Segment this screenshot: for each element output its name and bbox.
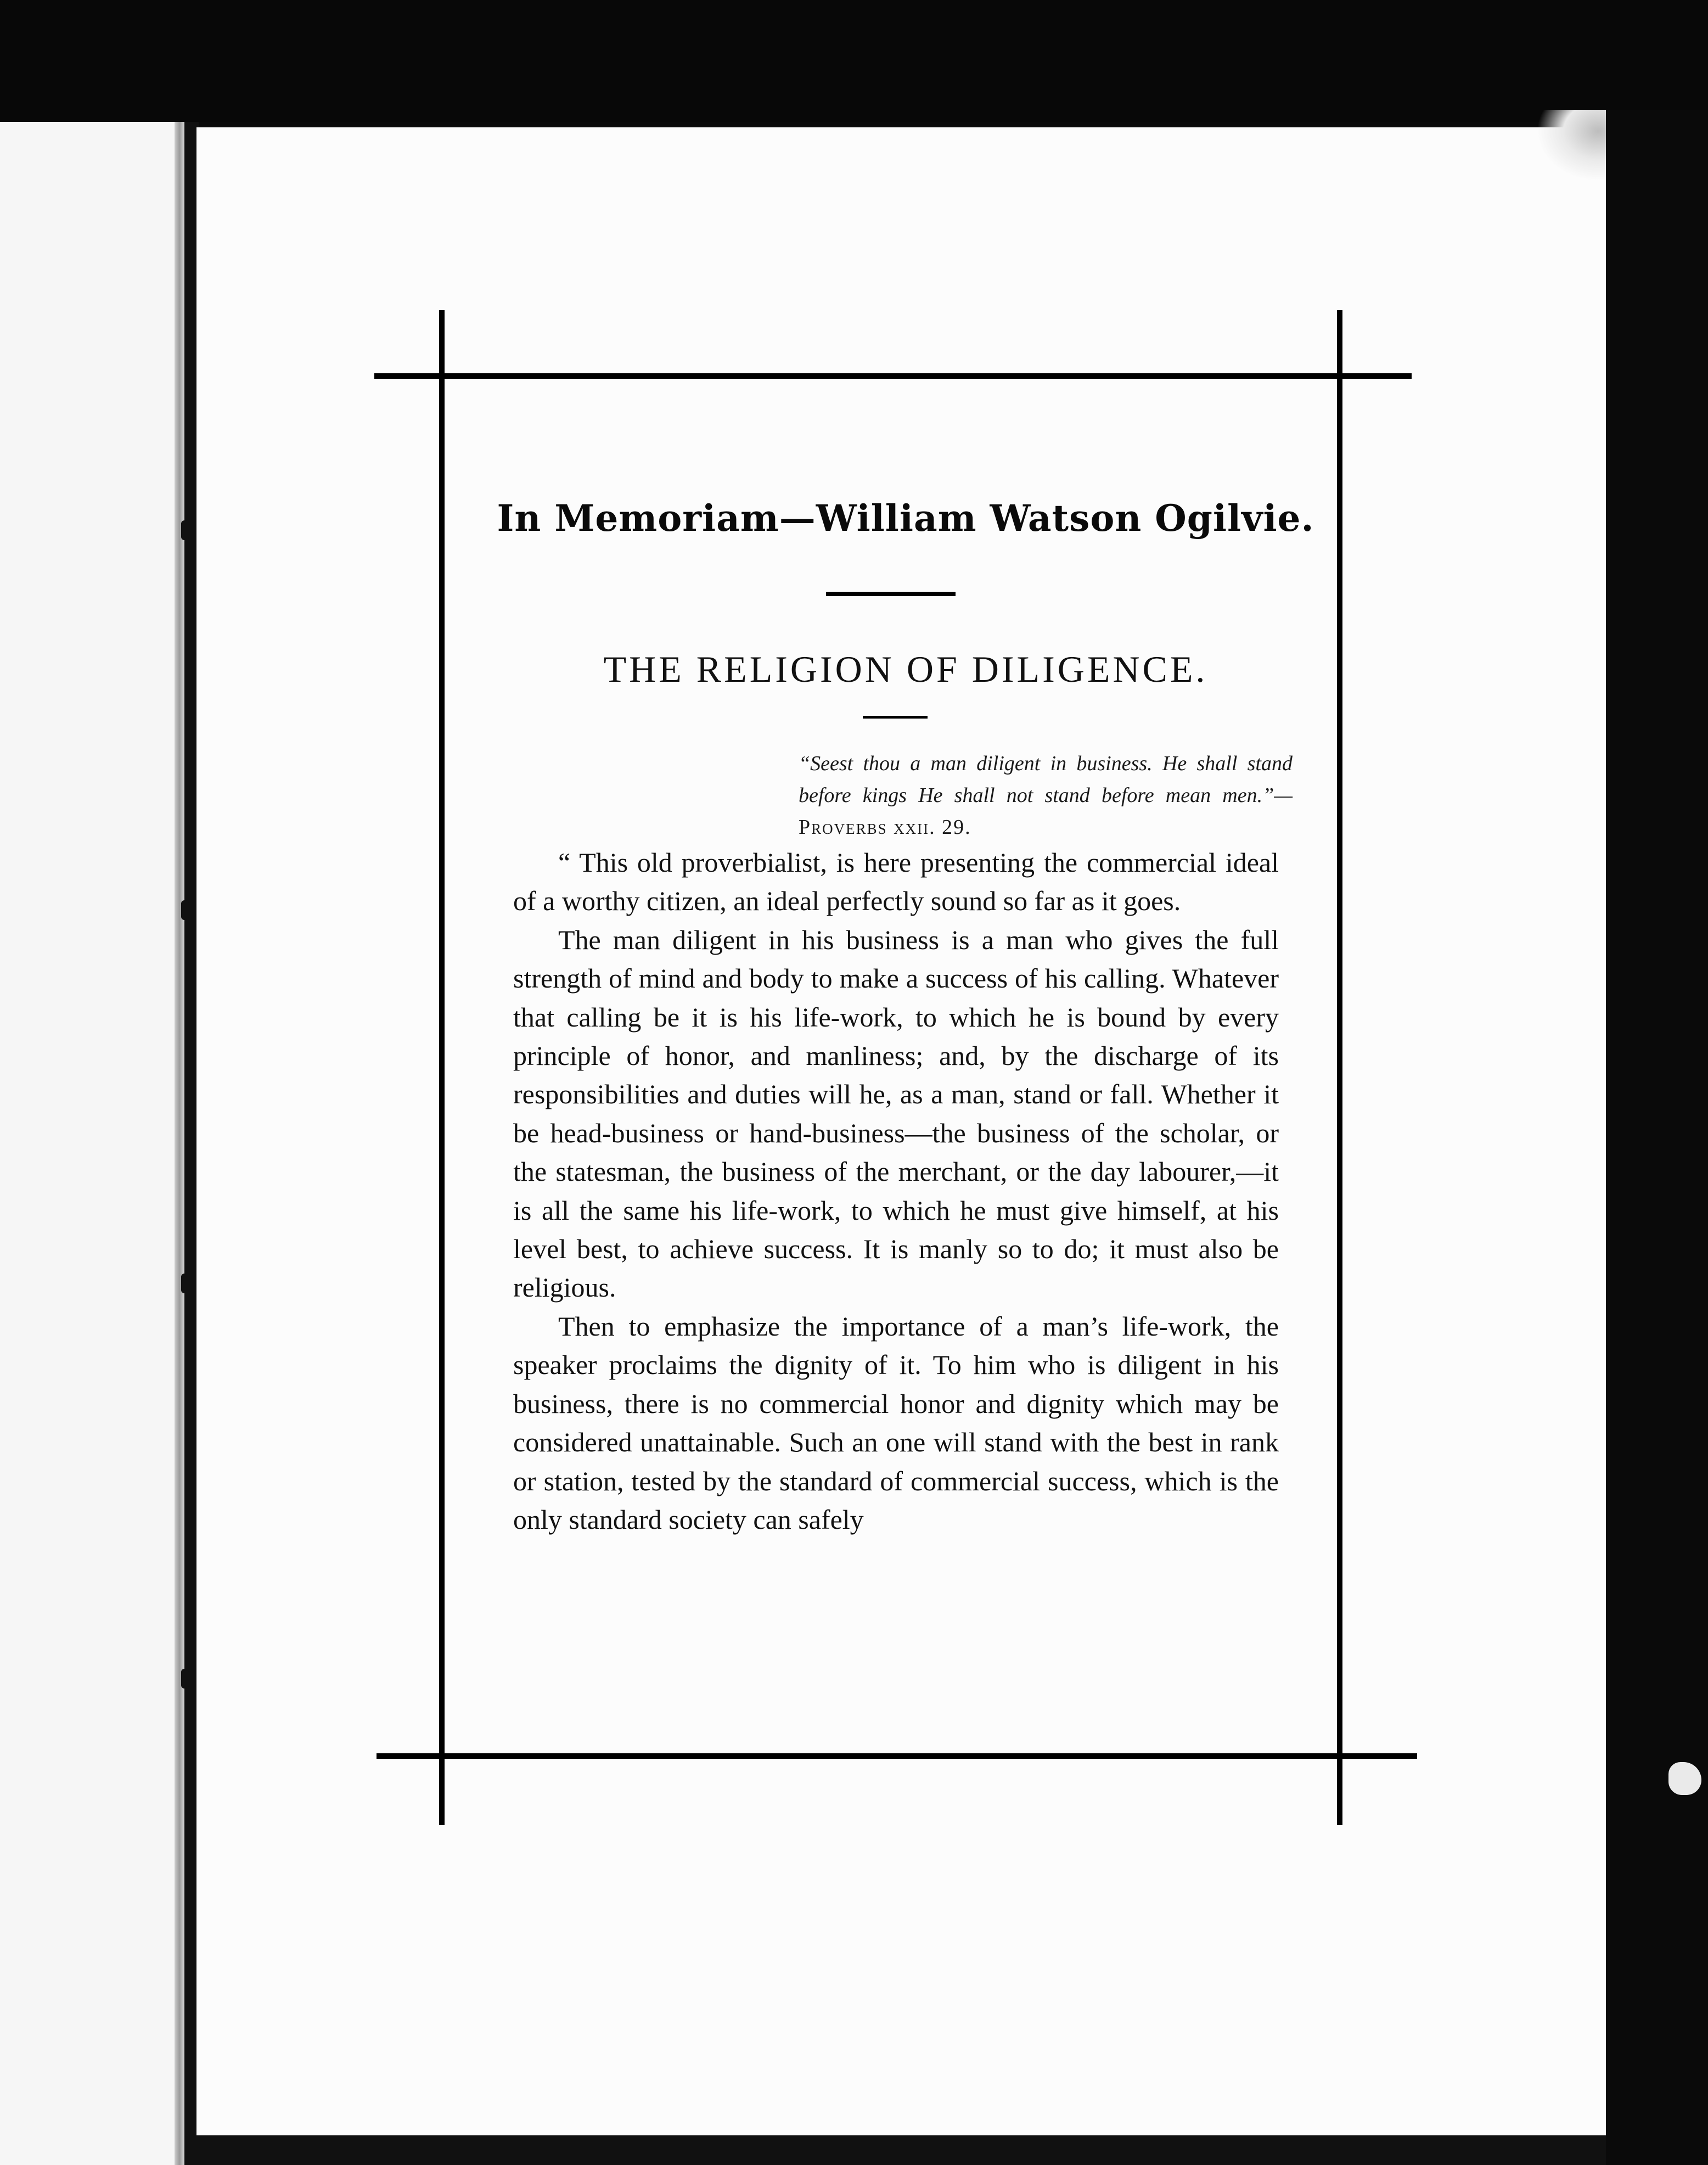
scan-right-border [1606,110,1708,2165]
epigraph-source: Proverbs xxii. 29. [799,816,971,839]
frame-top-rule [374,373,1412,379]
frame-bottom-rule [377,1753,1417,1759]
article-title: THE RELIGION OF DILIGENCE. [603,648,1208,690]
facing-page-edge [175,122,184,2165]
memoriam-heading: In Memoriam—William Watson Ogilvie. [497,497,1314,540]
epigraph-quote: “Seest thou a man diligent in business. He shall stand before kings He shall not stand before mean men.”— [799,752,1293,807]
paragraph: The man diligent in his business is a man who gives the full strength of mind and body to make a success of his calling. Whatever that calling be it is his life-work, to which he is bound by every principle of honor, and manliness; and, by the discharge of its responsibilities and duties will he, as a man, stand or fall. Whether it be head-business or hand-business—the business of the scholar, or the statesman, the business of the merchant, or the day labourer,—it is all the same his life-work, to which he must give himself, at his level best, to achieve success. It is manly so to do; it must also be religious. [513,924,1279,1303]
binding-stitch [181,900,189,920]
page-corner-wear [1537,110,1614,181]
title-divider [863,716,928,719]
binding-stitch [181,520,189,540]
paragraph: “ This old proverbialist, is here presenting the commercial ideal of a worthy citizen, an ideal perfectly sound so far as it goes. [513,847,1279,917]
body-text [513,843,1279,1539]
binding-stitch [181,1274,189,1293]
facing-page [0,122,186,2165]
paragraph: Then to emphasize the importance of a man’s life-work, the speaker proclaims the dignity of it. To him who is diligent in his business, there is no commercial honor and dignity which may be considered unattainable. Such an one will stand with the best in rank or station, tested by the standard of commercial success, which is the only standard society can safely [513,1310,1279,1535]
scan-top-border [0,0,1708,122]
binding-stitch [181,1669,189,1689]
epigraph [799,748,1293,843]
scan-bottom-border [196,2135,1606,2165]
heading-divider [826,592,956,596]
